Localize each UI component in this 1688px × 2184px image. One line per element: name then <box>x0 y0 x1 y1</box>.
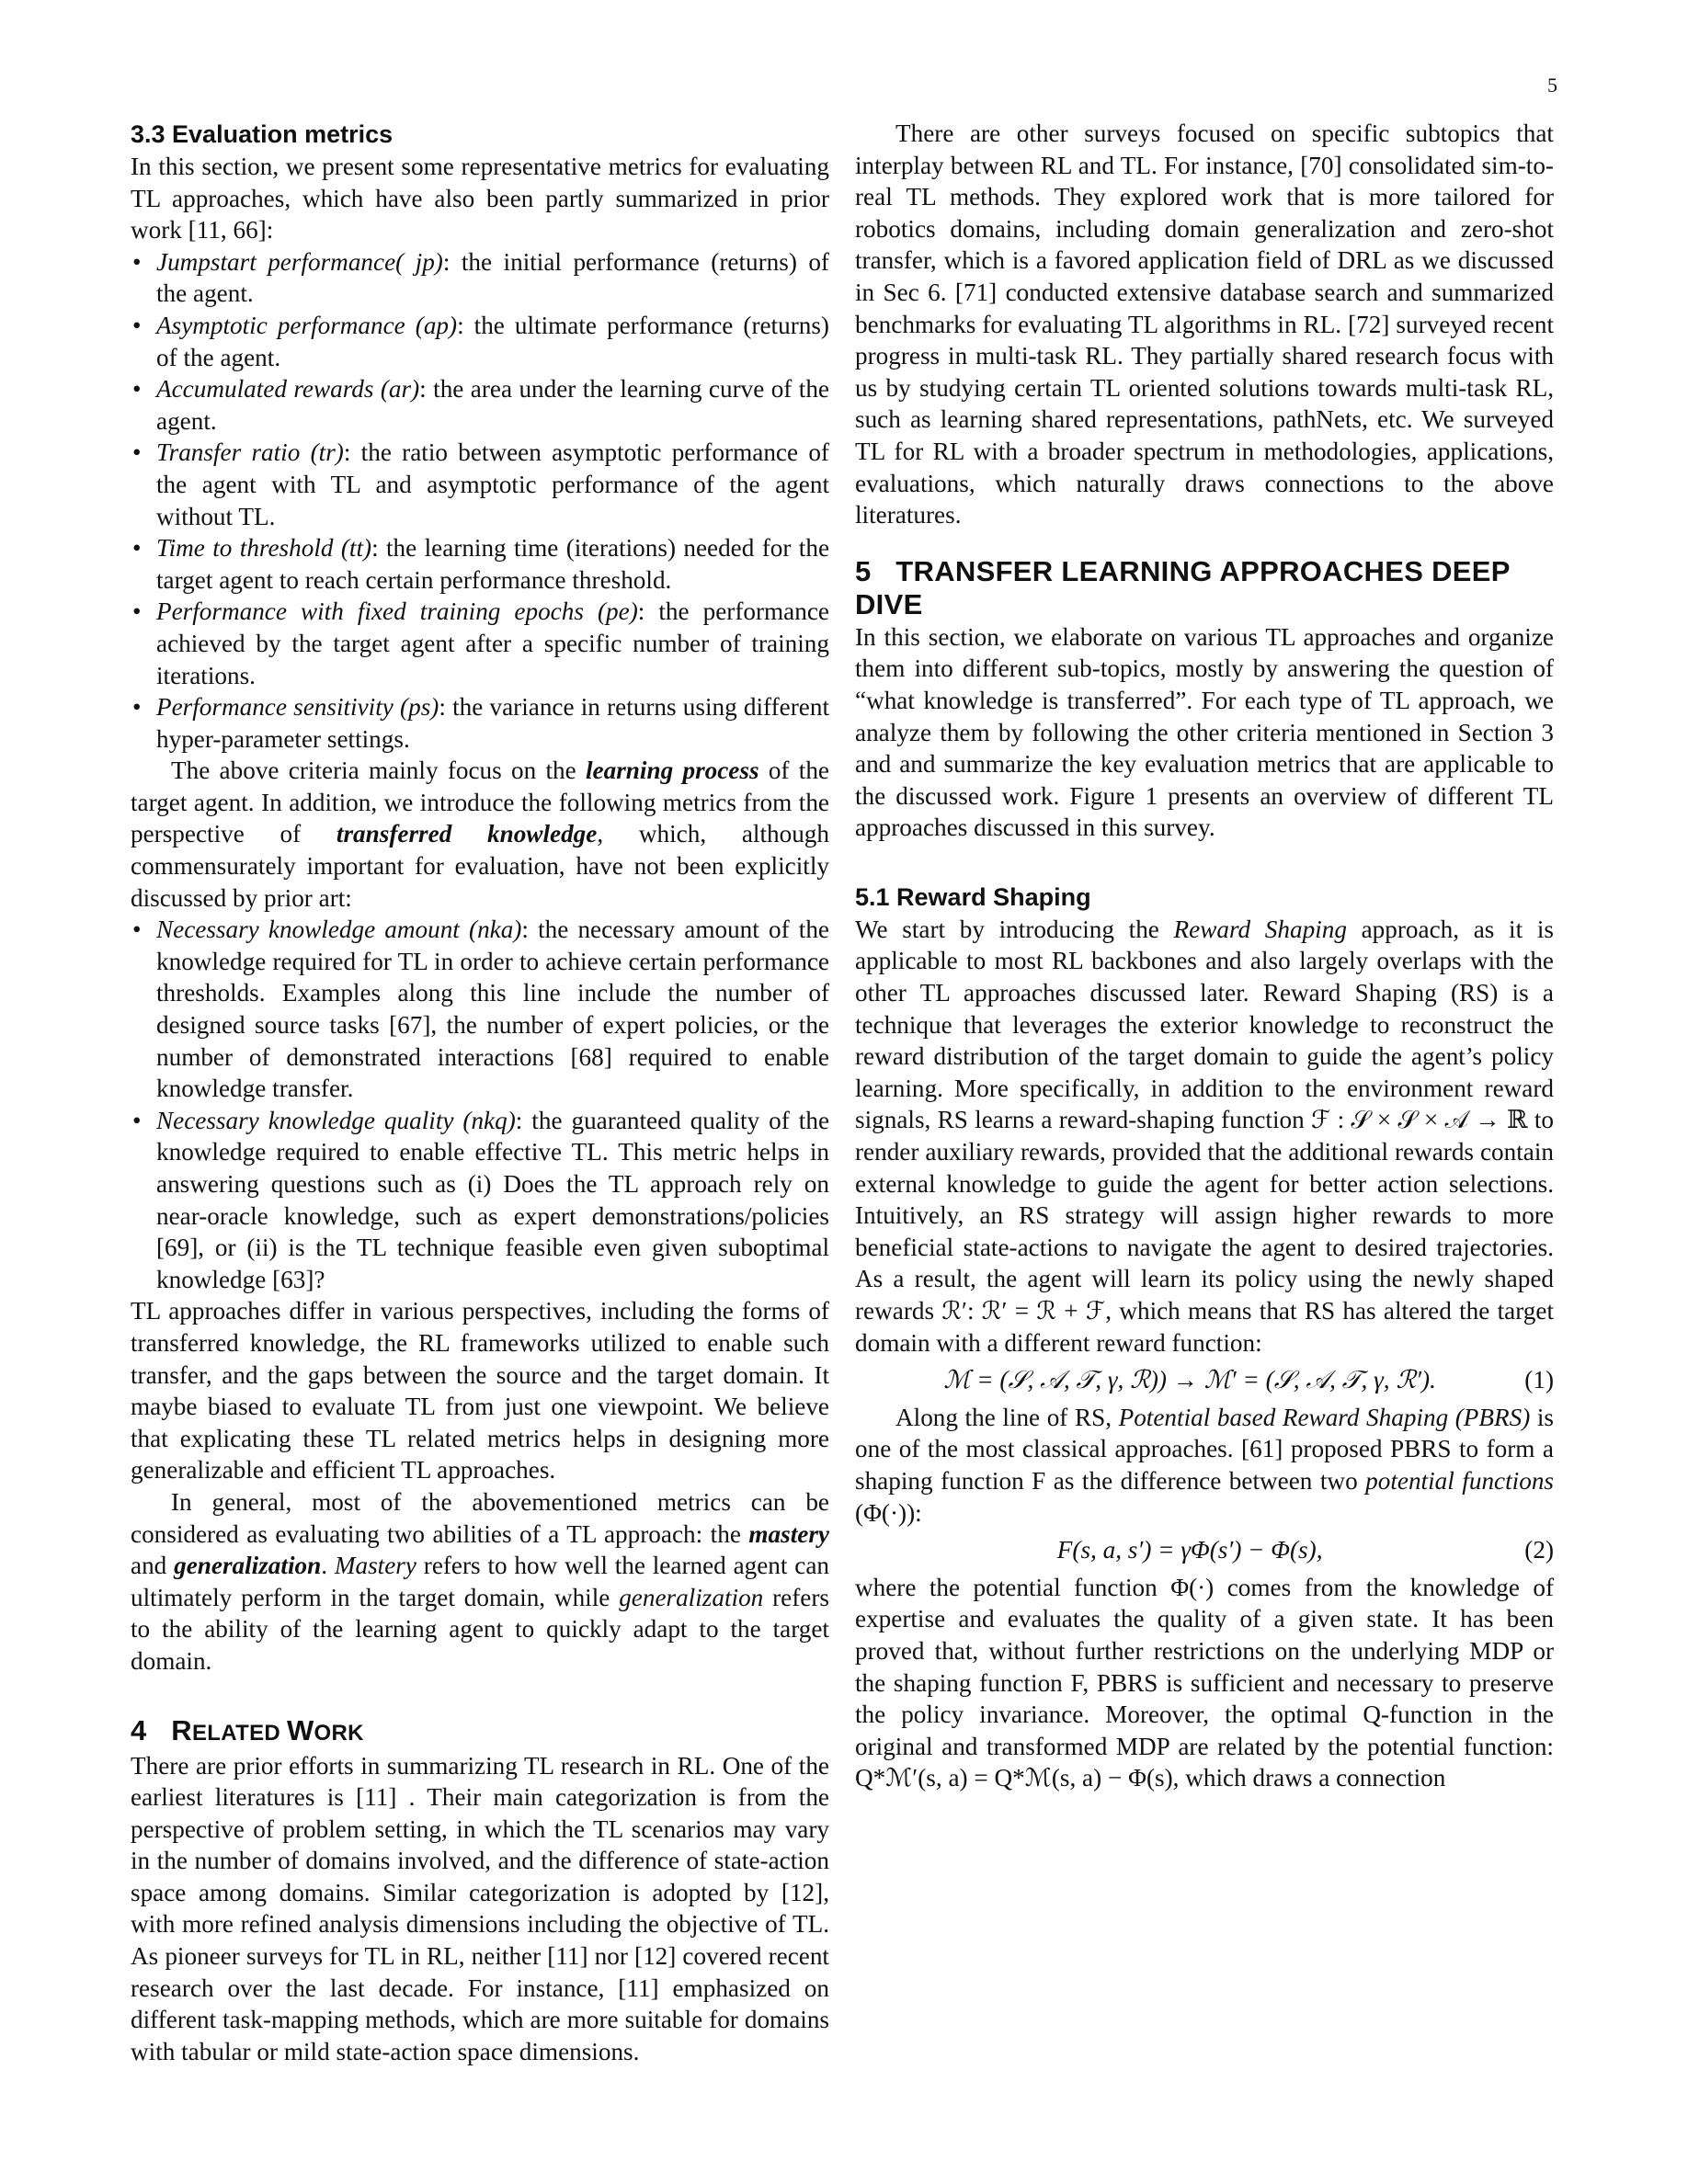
s33-para2: The above criteria mainly focus on the learning process of the target agent. In addition, we introduce the following metrics from the perspective of transferred knowledge, which, although commensurately important for evaluation, have not been explicitly discussed by prior art: <box>131 756 829 912</box>
right-column <box>855 118 1554 1794</box>
list-item: • Accumulated rewards (ar): the area under the learning curve of the agent. <box>131 373 829 437</box>
left-column <box>131 118 829 2067</box>
list-item: • Performance sensitivity (ps): the variance in returns using different hyper-parameter settings. <box>131 691 829 755</box>
list-item: • Performance with fixed training epochs (pe): the performance achieved by the target agent after a specific number of training iterations. <box>131 596 829 691</box>
section-4-heading: 4 RELATED WORK <box>131 1713 364 1746</box>
s51-para3: where the potential function Φ(·) comes from the knowledge of expertise and evaluates the quality of a given state. It has been proved that, without further restrictions on the underlying MDP or the shaping function F, PBRS is sufficient and necessary to preserve the policy invariance. Moreover, the optimal Q-function in the original and transformed MDP are related by the potential function: Q*ℳ′(s, a) = Q*ℳ(s, a) − Φ(s), which draws a connection <box>855 1573 1554 1792</box>
knowledge-metrics-list <box>131 914 829 1295</box>
s51-para2: Along the line of RS, Potential based Reward Shaping (PBRS) is one of the most classical approaches. [61] proposed PBRS to form a shaping function F as the difference between two potential functions (Φ(·)): <box>855 1403 1555 1527</box>
s5-para1: In this section, we elaborate on various TL approaches and organize them into different sub-topics, mostly by answering the question of “what knowledge is transferred”. For each type of TL approach, we analyze them by following the other criteria mentioned in Section 3 and and summarize the key evaluation metrics that are applicable to the discussed work. Figure 1 presents an overview of different TL approaches discussed in this survey. <box>855 622 1554 842</box>
s4-para1: There are prior efforts in summarizing TL research in RL. One of the earliest literatures is [11] . Their main categorization is from the perspective of problem setting, in which the TL scenarios may vary in the number of domains involved, and the difference of state-action space among domains. Similar categorization is adopted by [12], with more refined analysis dimensions including the objective of TL. As pioneer surveys for TL in RL, neither [11] nor [12] covered recent research over the last decade. For instance, [11] emphasized on different task-mapping methods, which are more suitable for domains with tabular or mild state-action space dimensions. <box>131 1751 829 2065</box>
s51-para1: We start by introducing the Reward Shaping approach, as it is applicable to most RL backbones and also largely overlaps with the other TL approaches discussed later. Reward Shaping (RS) is a technique that leverages the exterior knowledge to reconstruct the reward distribution of the target domain to guide the agent’s policy learning. More specifically, in addition to the environment reward signals, RS learns a reward-shaping function ℱ : 𝒮 × 𝒮 × 𝒜 → ℝ to render auxiliary rewards, provided that the additional rewards contain external knowledge to guide the agent for better action selections. Intuitively, an RS strategy will assign higher rewards to more beneficial state-actions to navigate the agent to desired trajectories. As a result, the agent will learn its policy using the newly shaped rewards ℛ′: ℛ′ = ℛ + ℱ, which means that RS has altered the target domain with a different reward function: <box>855 915 1554 1357</box>
list-item: • Asymptotic performance (ap): the ultimate performance (returns) of the agent. <box>131 310 829 373</box>
list-item: • Necessary knowledge amount (nka): the necessary amount of the knowledge required for TL in order to achieve certain performance thresholds. Examples along this line include the number of designed source tasks [67], the number of expert policies, or the number of demonstrated interactions [68] required to enable knowledge transfer. <box>131 914 829 1105</box>
section-5-heading: 5 TRANSFER LEARNING APPROACHES DEEP DIVE <box>855 554 1511 620</box>
section-5-1-heading: 5.1 Reward Shaping <box>855 882 1091 911</box>
equation-2: F(s, a, s′) = γΦ(s′) − Φ(s), (2) <box>1056 1536 1554 1564</box>
s33-para4: In general, most of the abovementioned metrics can be considered as evaluating two abilities of a TL approach: the mastery and generalization. Mastery refers to how well the learned agent can ultimately perform in the target domain, while generalization refers to the ability of the learning agent to quickly adapt to the target domain. <box>131 1487 830 1675</box>
equation-1: ℳ = (𝒮, 𝒜, 𝒯, γ, ℛ)) → ℳ′ = (𝒮, 𝒜, 𝒯, γ, ℛ′). (1) <box>943 1366 1554 1394</box>
list-item: • Jumpstart performance( jp): the initial performance (returns) of the agent. <box>131 246 829 310</box>
list-item: • Time to threshold (tt): the learning time (iterations) needed for the target agent to reach certain performance threshold. <box>131 532 829 596</box>
list-item: • Necessary knowledge quality (nkq): the guaranteed quality of the knowledge required to enable effective TL. This metric helps in answering questions such as (i) Does the TL approach rely on near-oracle knowledge, such as expert demonstrations/policies [69], or (ii) is the TL technique feasible even given suboptimal knowledge [63]? <box>131 1105 829 1296</box>
list-item: • Transfer ratio (tr): the ratio between asymptotic performance of the agent with TL and asymptotic performance of the agent without TL. <box>131 437 829 532</box>
s33-para3: TL approaches differ in various perspectives, including the forms of transferred knowledge, the RL frameworks utilized to enable such transfer, and the gaps between the source and the target domain. It maybe biased to evaluate TL from just one viewpoint. We believe that explicating these TL related metrics helps in designing more generalizable and efficient TL approaches. <box>131 1297 829 1484</box>
section-3-3-heading: 3.3 Evaluation metrics <box>131 120 393 148</box>
page-number: 5 <box>1547 74 1557 97</box>
s4-para2: There are other surveys focused on specific subtopics that interplay between RL and TL. For instance, [70] consolidated sim-to-real TL methods. They explored work that is more tailored for robotics domains, including domain generalization and zero-shot transfer, which is a favored application field of DRL as we discussed in Sec 6. [71] conducted extensive database search and summarized benchmarks for evaluating TL algorithms in RL. [72] surveyed recent progress in multi-task RL. They partially shared research focus with us by studying certain TL oriented solutions towards multi-task RL, such as learning shared representations, pathNets, etc. We surveyed TL for RL with a broader spectrum in methodologies, applications, evaluations, which naturally draws connections to the above literatures. <box>855 119 1554 529</box>
metrics-list <box>131 246 829 756</box>
s33-intro: In this section, we present some representative metrics for evaluating TL approaches, which have also been partly summarized in prior work [11, 66]: <box>131 153 829 245</box>
